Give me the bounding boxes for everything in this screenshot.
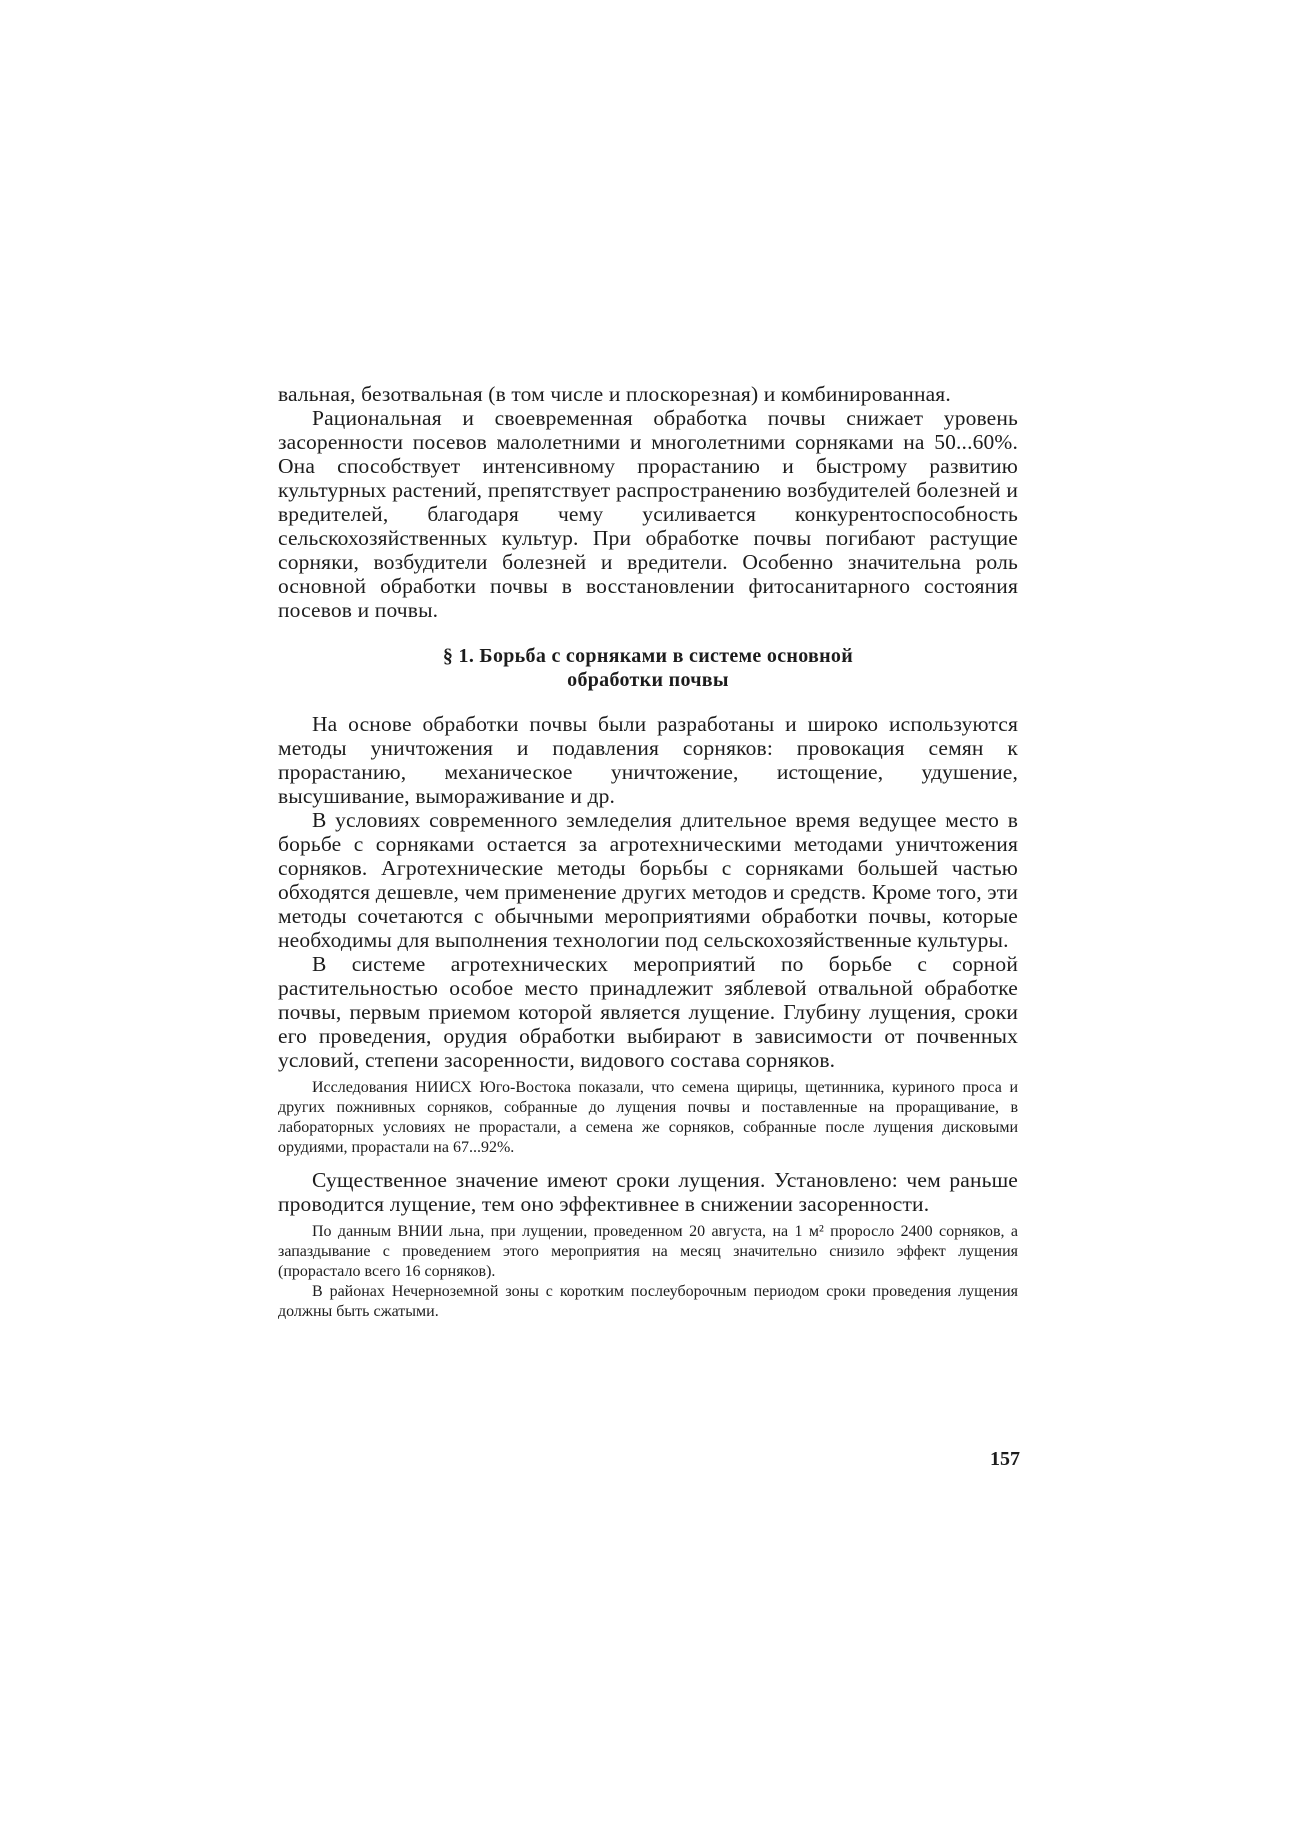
section-paragraph-2: В условиях современного земледелия длительное время ведущее место в борьбе с сорняками остается за агротехническими методами уничтожения сорняков. Агротехнические методы борьбы с сорняками большей частью обходятся дешевле, чем применение других методов и средств. Кроме того, эти методы сочетаются с обычными мероприятиями обработки почвы, которые необходимы для выполнения технологии под сельскохозяйственные культуры. (278, 808, 1018, 952)
research-note-1: Исследования НИИСХ Юго-Востока показали, что семена щирицы, щетинника, куриного проса и других пожнивных сорняков, собранные до лущения почвы и поставленные на проращивание, в лабораторных условиях не прорастали, а семена же сорняков, собранные после лущения дисковыми орудиями, прорастали на 67...92%. (278, 1079, 1018, 1156)
section-heading (278, 644, 1018, 692)
intro-paragraph-2: Рациональная и своевременная обработка почвы снижает уровень засоренности посевов малолетними и многолетними сорняками на 50...60%. Она способствует интенсивному прорастанию и быстрому развитию культурных растений, препятствует распространению возбудителей болезней и вредителей, благодаря чему усиливается конкурентоспособность сельскохозяйственных культур. При обработке почвы погибают растущие сорняки, возбудители болезней и вредители. Особенно значительна роль основной обработки почвы в восстановлении фитосанитарного состояния посевов и почвы. (278, 406, 1018, 622)
research-note-2: По данным ВНИИ льна, при лущении, проведенном 20 августа, на 1 м² проросло 2400 сорняков, а запаздывание с проведением этого мероприятия на месяц значительно снизило эффект лущения (прорастало всего 16 сорняков). (278, 1223, 1018, 1280)
text-column (278, 382, 1018, 1322)
section-heading-line-2: обработки почвы (567, 669, 729, 691)
research-note-3: В районах Нечерноземной зоны с коротким послеуборочным периодом сроки проведения лущения должны быть сжатыми. (278, 1283, 1018, 1320)
intro-paragraph-1: вальная, безотвальная (в том числе и плоскорезная) и комбинированная. (278, 382, 951, 406)
page-number: 157 (990, 1448, 1020, 1470)
paragraph-after-note: Существенное значение имеют сроки лущения. Установлено: чем раньше проводится лущение, тем оно эффективнее в снижении засоренности. (278, 1168, 1018, 1216)
section-paragraph-3: В системе агротехнических мероприятий по борьбе с сорной растительностью особое место принадлежит зяблевой отвальной обработке почвы, первым приемом которой является лущение. Глубину лущения, сроки его проведения, орудия обработки выбирают в зависимости от почвенных условий, степени засоренности, видового состава сорняков. (278, 952, 1018, 1072)
section-heading-line-1: § 1. Борьба с сорняками в системе основной (442, 645, 854, 667)
section-paragraph-1: На основе обработки почвы были разработаны и широко используются методы уничтожения и подавления сорняков: провокация семян к прорастанию, механическое уничтожение, истощение, удушение, высушивание, вымораживание и др. (278, 712, 1018, 808)
